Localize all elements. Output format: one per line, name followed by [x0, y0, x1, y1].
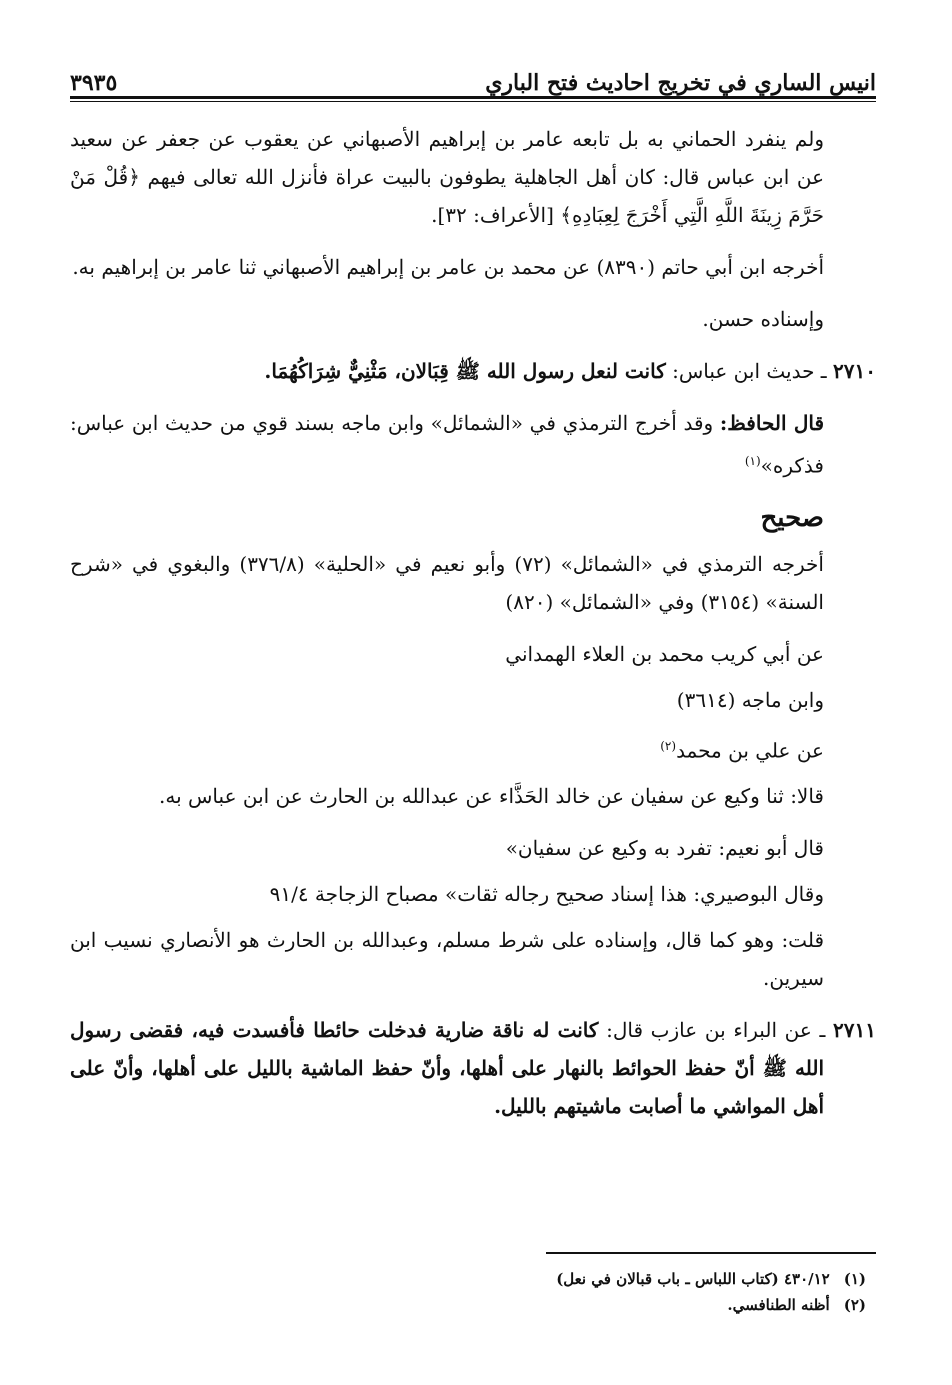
- grading-heading: صحيح: [760, 502, 824, 533]
- footnote: [70, 1292, 866, 1318]
- paragraph: ولم ينفرد الحماني به بل تابعه عامر بن إبراهيم الأصبهاني عن يعقوب عن جعفر عن سعيد عن ابن عباس قال: كان أهل الجاهلية يطوفون بالبيت عراة فأنزل الله تعالى فيهم ﴿قُلْ مَنْ حَرَّمَ زِينَةَ اللَّهِ الَّتِي أَخْرَجَ لِعِبَادِهِ﴾ [الأعراف: ٣٢].: [70, 127, 824, 227]
- hadith-2711: [70, 1011, 876, 1125]
- paragraph: وإسناده حسن.: [702, 307, 824, 331]
- footnote-ref: (١): [744, 454, 761, 468]
- running-header: [70, 56, 876, 96]
- footnote-text: أظنه الطنافسي.: [727, 1296, 830, 1314]
- paragraph: وابن ماجه (٣٦١٤): [676, 687, 824, 712]
- paragraph-text: عن علي بن محمد: [676, 738, 824, 763]
- speaker-label: قال الحافظ:: [719, 411, 825, 435]
- footnote: [70, 1266, 866, 1292]
- page-number: ٣٩٣٥: [70, 70, 118, 96]
- paragraph: وقال البوصيري: هذا إسناد صحيح رجاله ثقات» مصباح الزجاجة ٩١/٤: [269, 882, 824, 907]
- paragraph: أخرجه ابن أبي حاتم (٨٣٩٠) عن محمد بن عامر بن إبراهيم الأصبهاني ثنا عامر بن إبراهيم به.: [72, 255, 824, 279]
- header-rule: [70, 96, 876, 99]
- paragraph: أخرجه الترمذي في «الشمائل» (٧٢) وأبو نعيم في «الحلية» (٣٧٦/٨) والبغوي في «شرح السنة» (٣١٥٤) وفي «الشمائل» (٨٢٠): [70, 551, 824, 614]
- hadith-intro: ـ عن البراء بن عازب قال:: [606, 1018, 826, 1043]
- main-text: [70, 120, 876, 1139]
- paragraph: قالا: ثنا وكيع عن سفيان عن خالد الحَذَّاء عن عبدالله بن الحارث عن ابن عباس به.: [159, 784, 824, 809]
- header-title: انيس الساري في تخريج احاديث فتح الباري: [485, 70, 876, 96]
- footnote-rule: [546, 1252, 876, 1254]
- page: [70, 0, 876, 1385]
- footnotes: [70, 1266, 866, 1318]
- paragraph-text: وقد أخرج الترمذي في «الشمائل» وابن ماجه بسند قوي من حديث ابن عباس: فذكره»: [70, 411, 824, 478]
- footnote-number: (٢): [843, 1296, 866, 1314]
- header-rule-thin: [70, 101, 876, 102]
- paragraph: قلت: وهو كما قال، وإسناده على شرط مسلم، وعبدالله بن الحارث هو الأنصاري نسيب ابن سيرين.: [70, 928, 824, 991]
- hadith-number: ٢٧١٠: [833, 359, 876, 383]
- footnote-text: ٤٣٠/١٢ (كتاب اللباس ـ باب قبالان في نعل): [556, 1270, 830, 1288]
- paragraph: قال أبو نعيم: تفرد به وكيع عن سفيان»: [505, 836, 824, 861]
- hadith-number: ٢٧١١: [833, 1018, 876, 1043]
- paragraph: [70, 727, 876, 770]
- hadith-text: كانت لنعل رسول الله ﷺ قِبَالان، مَثْنِيٌّ شِرَاكُهُمَا.: [264, 359, 666, 383]
- footnote-ref: (٢): [660, 738, 677, 753]
- paragraph: عن أبي كريب محمد بن العلاء الهمداني: [505, 641, 824, 666]
- paragraph: [70, 404, 876, 485]
- footnote-number: (١): [843, 1270, 866, 1288]
- hadith-intro: ـ حديث ابن عباس:: [672, 359, 827, 383]
- hadith-2710: [70, 352, 876, 390]
- hadith-text: كانت له ناقة ضارية فدخلت حائطا فأفسدت فيه، فقضى رسول الله ﷺ أنّ حفظ الحوائط بالنهار على أهلها، وأنّ حفظ الماشية بالليل على أهلها، وأنّ على أهل المواشي ما أصابت ماشيتهم بالليل.: [70, 1018, 824, 1119]
